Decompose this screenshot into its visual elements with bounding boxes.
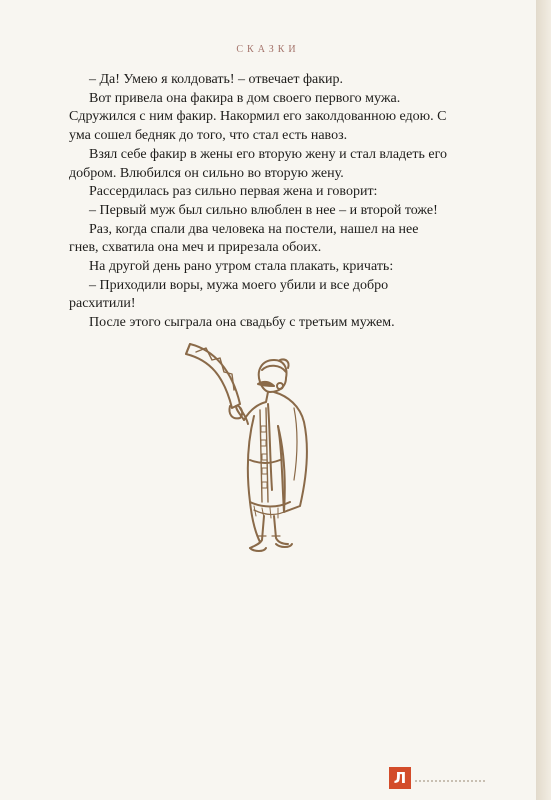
paragraph: – Да! Умею я колдовать! – отвечает факир. [89, 72, 344, 87]
watermark-logo-icon: Л [389, 767, 411, 789]
fakir-illustration [170, 330, 330, 570]
paragraph: На другой день рано утром стала плакать, кричать: [89, 259, 394, 275]
paragraph: После этого сыграла она свадьбу с третьим мужем. [89, 315, 395, 331]
story-text [69, 71, 449, 333]
running-head: СКАЗКИ [236, 44, 300, 55]
watermark [389, 767, 485, 789]
paragraph: – Приходили воры, мужа моего убили и все добро расхитили! [69, 277, 389, 312]
paragraph: Взял себе факир в жены его вторую жену и стал владеть его добром. Влюбился он сильно во вторую жену. [69, 146, 447, 181]
paragraph: Вот привела она факира в дом своего первого мужа. Сдружился с ним факир. Накормил его заколдованною едою. С ума сошел бедняк до того, что стал есть навоз. [69, 90, 447, 144]
page-edge [536, 0, 551, 800]
paragraph: Раз, когда спали два человека на постели, нашел на нее гнев, схватила она меч и прирезала обоих. [69, 221, 419, 256]
paragraph: – Первый муж был сильно влюблен в нее – и второй тоже! [89, 202, 438, 218]
watermark-dots [415, 780, 485, 785]
paragraph: Рассердилась раз сильно первая жена и говорит: [89, 184, 378, 200]
